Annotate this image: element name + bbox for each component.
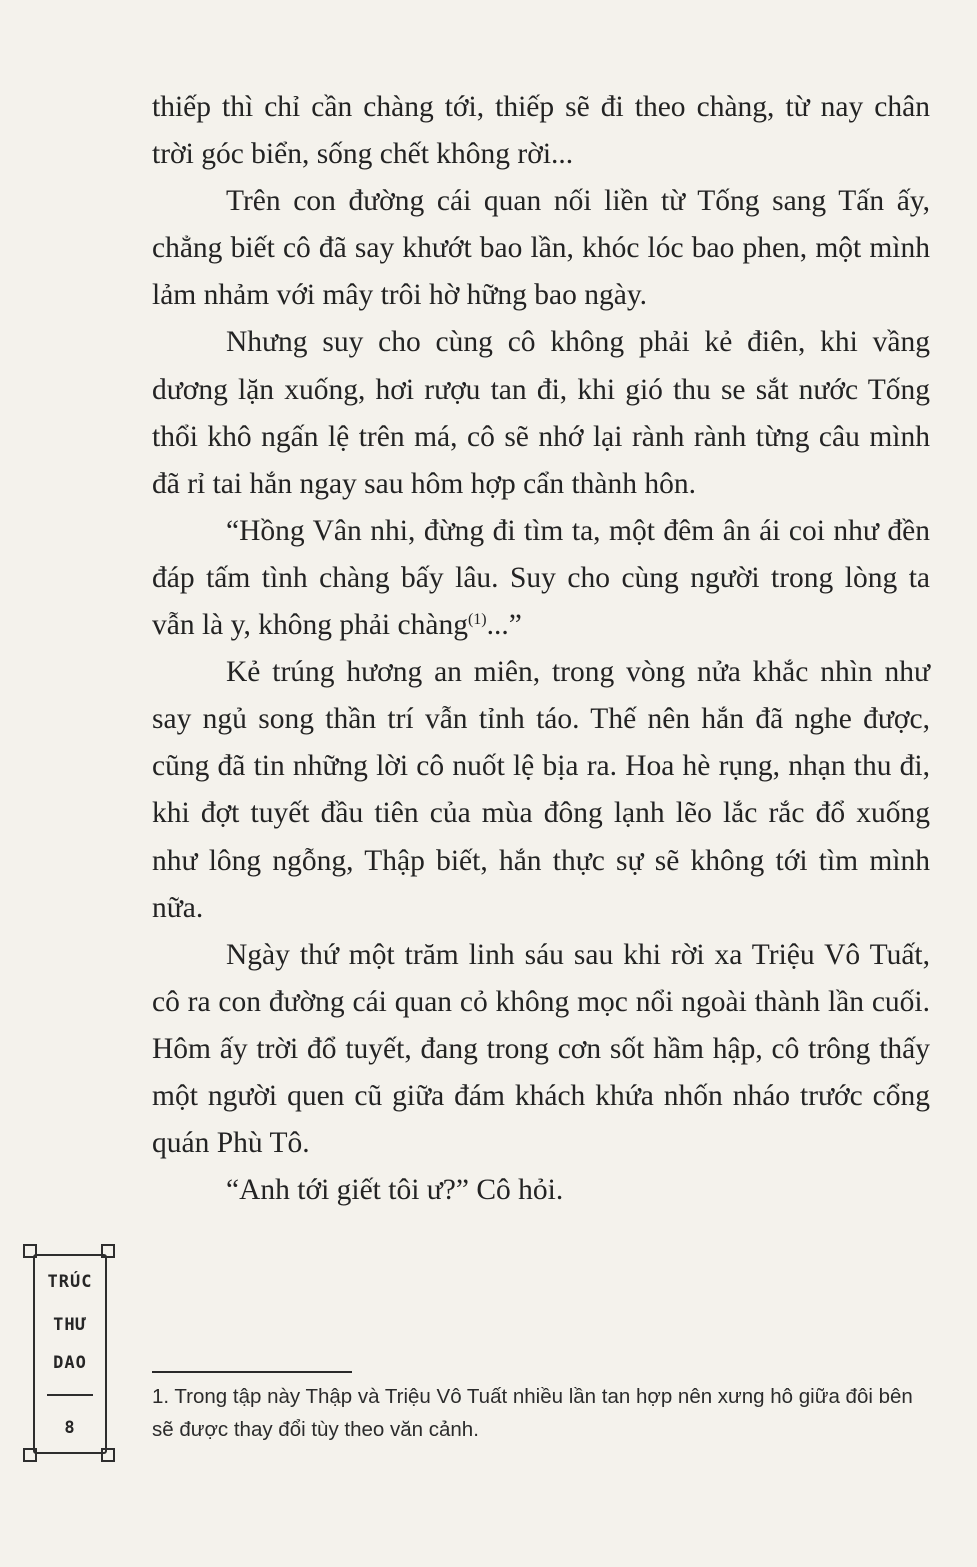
- paragraph-3: Nhưng suy cho cùng cô không phải kẻ điên, khi vầng dương lặn xuống, hơi rượu tan đi, khi gió thu se sắt nước Tống thổi khô ngấn lệ trên má, cô sẽ nhớ lại rành rành từng câu mình đã rỉ tai hắn ngay sau hôm hợp cẩn thành hôn.: [152, 326, 930, 500]
- body-text: [152, 84, 930, 1214]
- quote-end: ...”: [486, 609, 522, 642]
- seal-title-line-2: THƯ: [53, 1315, 87, 1335]
- seal-title-line-3: DAO: [53, 1353, 87, 1373]
- paragraph-7: “Anh tới giết tôi ư?” Cô hỏi.: [226, 1174, 564, 1207]
- footnote-divider: [152, 1371, 352, 1373]
- seal-title-line-1: TRÚC: [47, 1272, 93, 1292]
- footnote-reference[interactable]: (1): [467, 611, 487, 629]
- paragraph-6: Ngày thứ một trăm linh sáu sau khi rời xa Triệu Vô Tuất, cô ra con đường cái quan cỏ không mọc nổi ngoài thành lần cuối. Hôm ấy trời đổ tuyết, đang trong cơn sốt hầm hập, cô trông thấy một người quen cũ giữa đám khách khứa nhốn nháo trước cổng quán Phù Tô.: [152, 938, 930, 1160]
- book-title-seal: [23, 1240, 115, 1466]
- paragraph-1: thiếp thì chỉ cần chàng tới, thiếp sẽ đi theo chàng, từ nay chân trời góc biển, sống chết không rời...: [152, 91, 930, 171]
- paragraph-4: [152, 508, 930, 649]
- footnote: 1. Trong tập này Thập và Triệu Vô Tuất nhiều lần tan hợp nên xưng hô giữa đôi bên sẽ được thay đổi tùy theo văn cảnh.: [152, 1385, 913, 1441]
- quote-text: “Hồng Vân nhi, đừng đi tìm ta, một đêm ân ái coi như đền đáp tấm tình chàng bấy lâu. Suy cho cùng người trong lòng ta vẫn là y, không phải chàng: [152, 514, 930, 642]
- page-number: 8: [64, 1418, 76, 1438]
- seal-divider: [47, 1394, 93, 1396]
- paragraph-5: Kẻ trúng hương an miên, trong vòng nửa khắc nhìn như say ngủ song thần trí vẫn tỉnh táo. Thế nên hắn đã nghe được, cũng đã tin những lời cô nuốt lệ bịa ra. Hoa hè rụng, nhạn thu đi, khi đợt tuyết đầu tiên của mùa đông lạnh lẽo lắc rắc đổ xuống như lông ngỗng, Thập biết, hắn thực sự sẽ không tới tìm mình nữa.: [152, 656, 930, 924]
- paragraph-2: Trên con đường cái quan nối liền từ Tống sang Tấn ấy, chẳng biết cô đã say khướt bao lần, khóc lóc bao phen, một mình lảm nhảm với mây trôi hờ hững bao ngày.: [152, 185, 930, 312]
